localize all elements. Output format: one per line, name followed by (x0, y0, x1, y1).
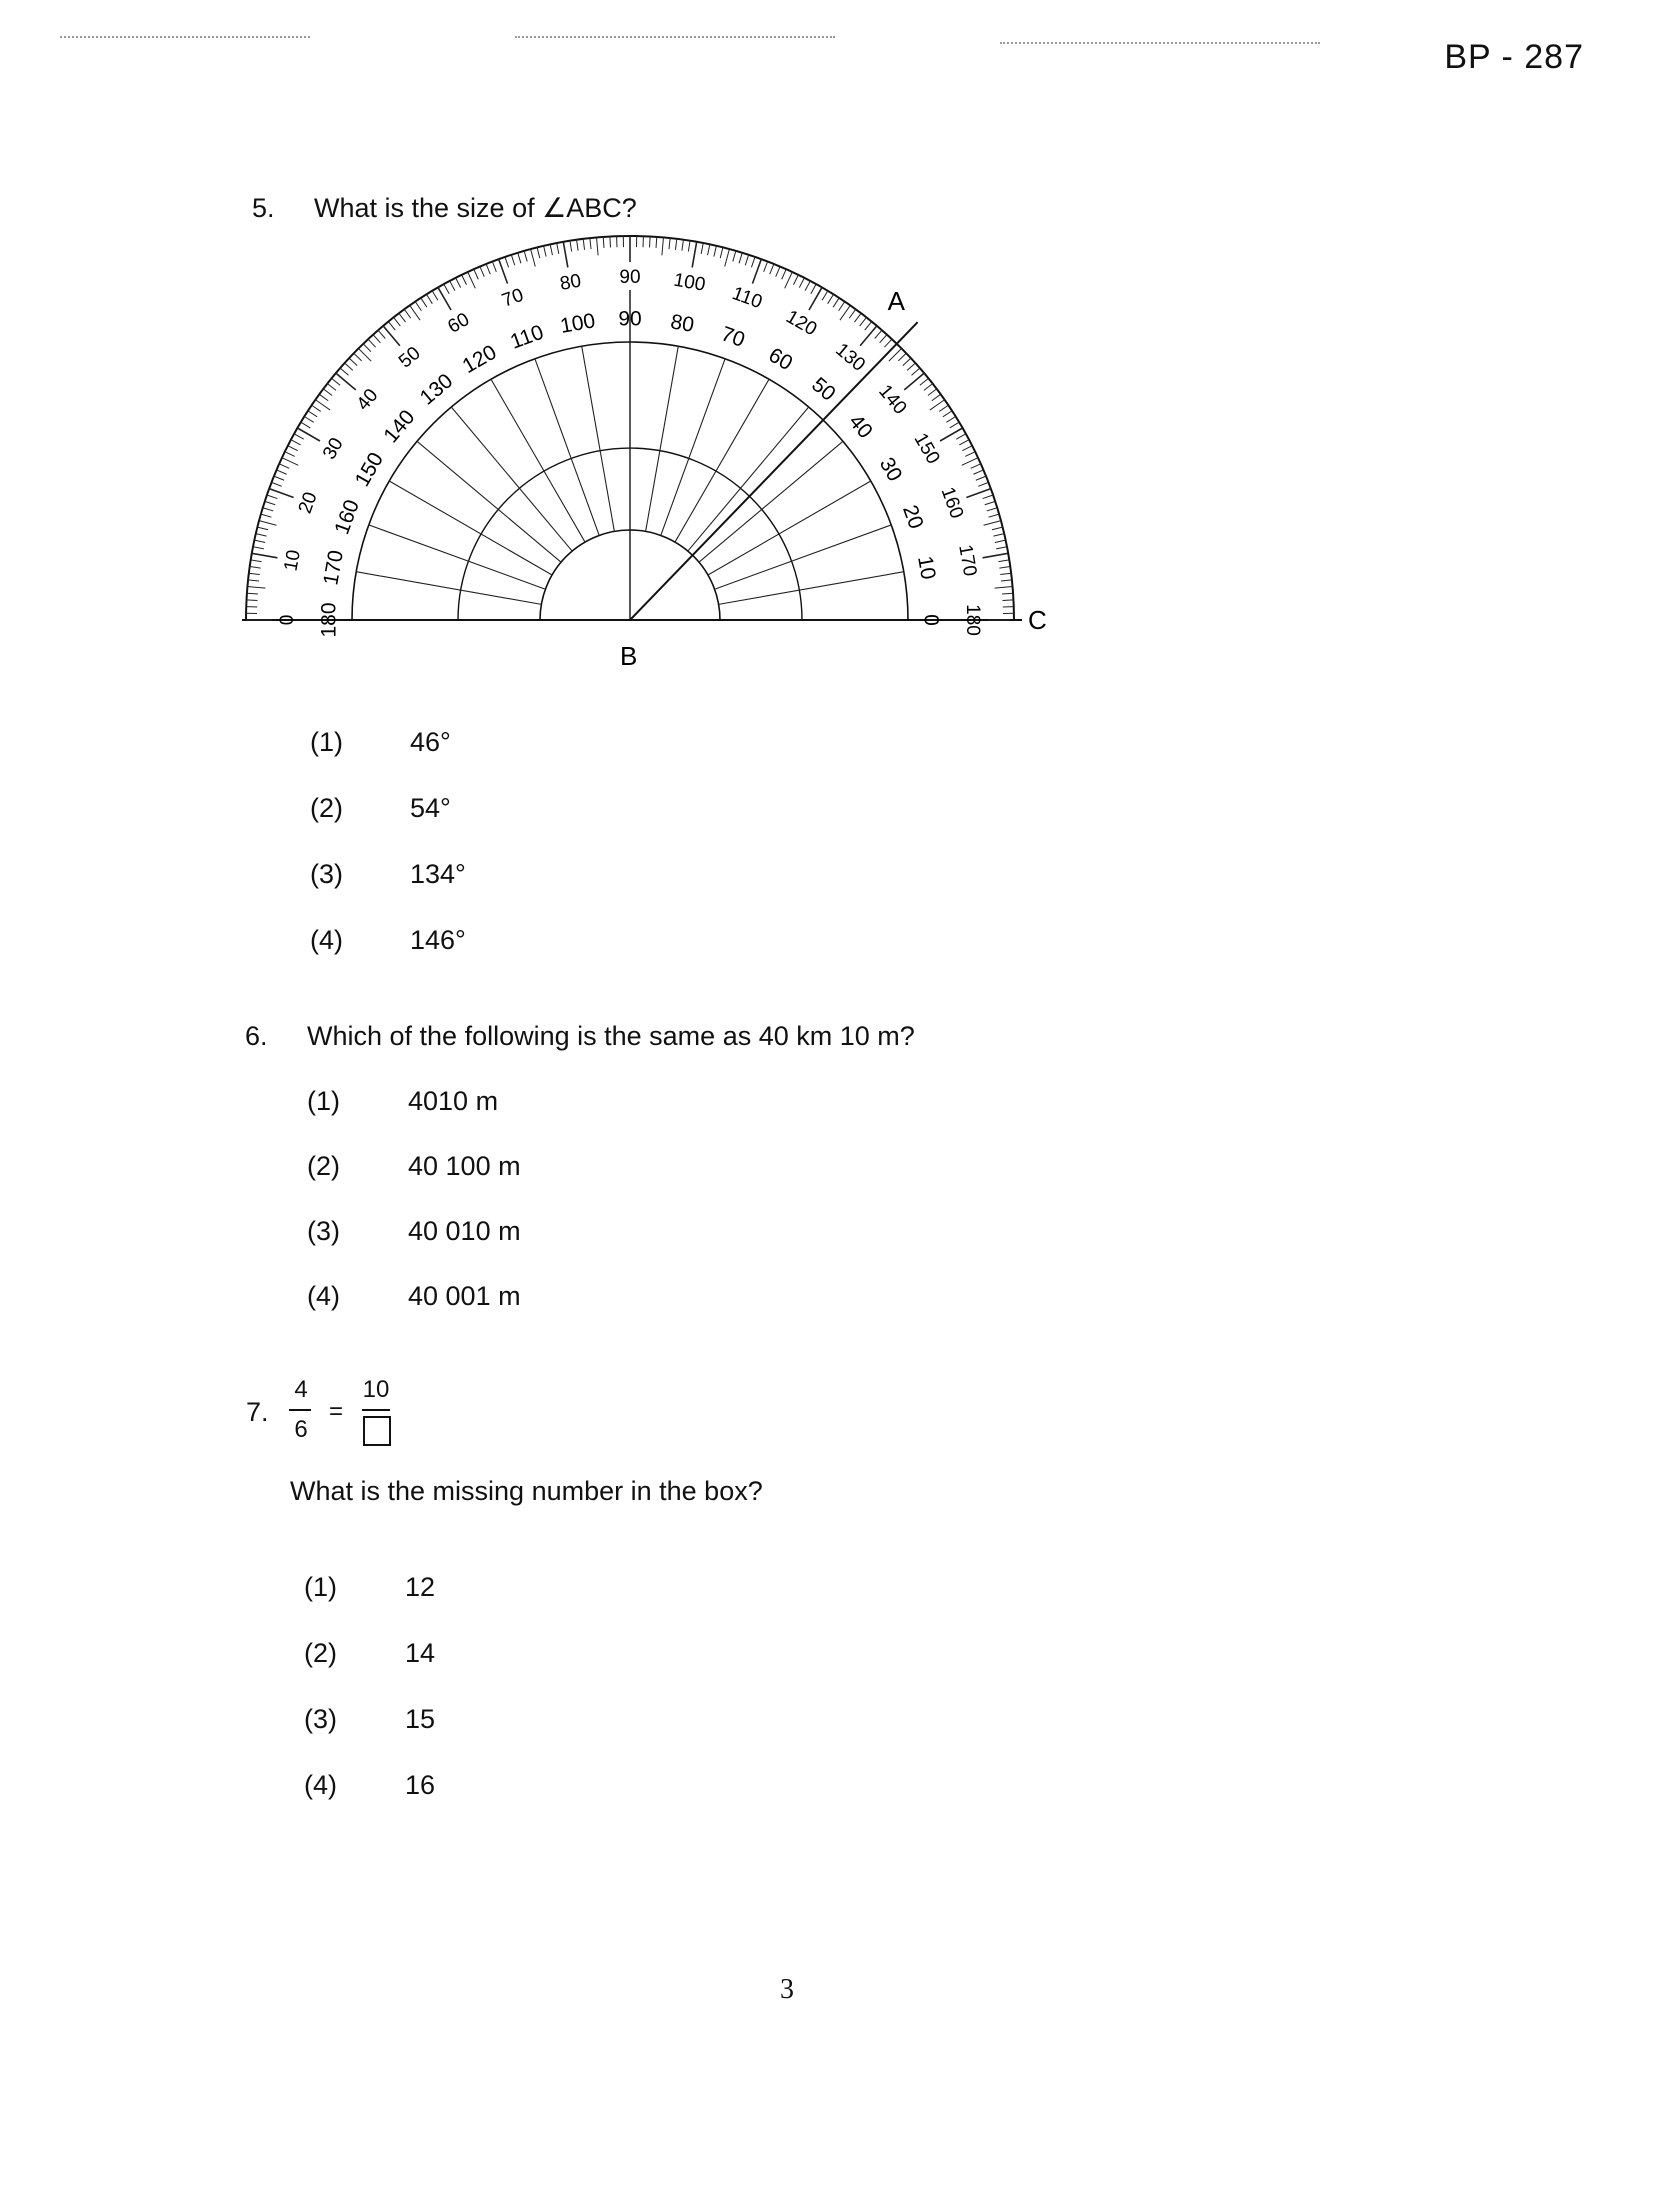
scale-tick (399, 313, 406, 322)
radial-line (708, 481, 871, 575)
scale-tick (950, 422, 959, 428)
scale-tick (249, 573, 260, 574)
scale-tick (675, 239, 676, 250)
inner-scale-label: 90 (618, 307, 642, 331)
scale-tick (349, 358, 357, 366)
scale-tick (563, 242, 568, 268)
outer-scale-label: 70 (499, 284, 527, 312)
missing-number-box[interactable] (363, 1416, 391, 1446)
q7-option-2-label[interactable]: (2) (304, 1638, 337, 1668)
scale-tick (505, 257, 509, 267)
scale-tick (669, 238, 670, 249)
scale-tick (770, 264, 774, 274)
scale-tick (701, 243, 703, 254)
radial-line (417, 441, 561, 562)
scale-tick (247, 587, 265, 589)
inner-scale-label: 120 (458, 340, 501, 379)
scale-tick (308, 411, 317, 417)
radial-line (389, 481, 552, 575)
page-number: 3 (780, 1974, 794, 2005)
scale-tick (708, 244, 710, 255)
q6-option-3-value[interactable]: 40 010 m (408, 1216, 521, 1246)
scale-tick (956, 434, 966, 439)
inner-scale-label: 0 (919, 614, 943, 626)
scale-tick (662, 237, 664, 255)
scale-tick (319, 394, 328, 400)
radial-line (451, 407, 572, 551)
outer-scale-label: 180 (961, 604, 983, 636)
scale-tick (394, 317, 401, 326)
protractor-diagram (230, 267, 1060, 680)
scale-tick (247, 593, 258, 594)
scale-tick (252, 553, 278, 558)
scale-tick (272, 482, 282, 486)
scale-tick (415, 302, 421, 311)
outer-scale-label: 110 (729, 283, 765, 314)
scale-tick (714, 246, 716, 257)
scale-tick (983, 553, 1009, 558)
scale-tick (995, 540, 1006, 542)
scale-tick (518, 253, 521, 264)
scale-tick (904, 373, 924, 390)
inner-scale-label: 150 (350, 448, 389, 491)
right-fraction-bar (362, 1409, 390, 1411)
point-a-label: A (887, 286, 905, 317)
scale-tick (323, 389, 332, 396)
paper-code: BP - 287 (1444, 38, 1584, 76)
scale-tick (962, 458, 978, 466)
scale-tick (256, 534, 267, 536)
inner-scale-label: 110 (507, 320, 547, 354)
q6-option-4-label[interactable]: (4) (307, 1281, 340, 1311)
scale-tick (993, 534, 1004, 536)
scale-tick (327, 384, 336, 391)
scale-tick (368, 339, 376, 347)
scale-tick (1002, 593, 1013, 594)
scale-tick (987, 508, 998, 511)
scale-tick (884, 339, 892, 347)
scale-tick (739, 253, 742, 264)
scale-tick (764, 262, 768, 272)
scale-tick (404, 309, 410, 318)
scale-tick (805, 281, 810, 291)
left-fraction-bar (289, 1409, 311, 1411)
scale-tick (839, 302, 845, 311)
scale-tick (978, 482, 988, 486)
scale-tick (315, 400, 330, 410)
scale-tick (301, 422, 310, 428)
scale-tick (998, 560, 1009, 562)
scale-tick (912, 368, 920, 375)
scale-tick (610, 237, 611, 248)
scale-tick (875, 330, 882, 338)
scale-tick (263, 508, 274, 511)
scale-tick (285, 452, 295, 457)
q7-option-1-label[interactable]: (1) (304, 1572, 337, 1602)
scale-tick (928, 389, 937, 396)
point-b-label: B (620, 641, 638, 671)
scale-tick (776, 267, 780, 277)
scale-tick (880, 335, 887, 343)
scan-top-line-2 (515, 36, 835, 38)
q6-option-2-label[interactable]: (2) (307, 1151, 340, 1181)
q5-option-1-label[interactable]: (1) (310, 727, 343, 757)
question-5-number: 5. (252, 193, 275, 223)
scale-tick (438, 287, 451, 310)
outer-scale-label: 140 (874, 380, 911, 419)
scale-tick (288, 446, 298, 451)
scale-tick (940, 428, 963, 441)
scale-tick (345, 363, 353, 370)
outer-scale-label: 130 (831, 339, 870, 376)
scale-tick (973, 470, 983, 474)
scale-tick (354, 353, 362, 361)
q6-option-3-label[interactable]: (3) (307, 1216, 340, 1246)
scale-tick (809, 287, 822, 310)
scale-tick (378, 330, 385, 338)
scale-tick (656, 237, 657, 248)
scale-tick (966, 489, 990, 498)
scale-tick (269, 489, 293, 498)
left-numerator: 4 (294, 1376, 308, 1403)
outer-scale-label: 50 (395, 342, 425, 373)
scale-tick (932, 394, 941, 400)
inner-scale-label: 30 (874, 453, 907, 486)
fraction-equation (286, 1376, 416, 1456)
scale-tick (939, 405, 948, 411)
q5-option-3-value[interactable]: 134° (410, 859, 466, 889)
scale-tick (828, 294, 834, 303)
scale-tick (312, 405, 321, 411)
scale-tick (920, 378, 929, 385)
radial-line (535, 359, 599, 536)
scale-tick (733, 251, 736, 262)
radial-line (491, 379, 585, 542)
q5-option-4-value[interactable]: 146° (410, 925, 466, 955)
inner-scale-label: 100 (558, 309, 597, 338)
scale-tick (432, 291, 438, 300)
radial-line (699, 441, 843, 562)
q6-option-1-label[interactable]: (1) (307, 1086, 340, 1116)
scale-tick (577, 240, 579, 251)
scale-tick (480, 267, 484, 277)
q7-option-3-value[interactable]: 15 (405, 1704, 436, 1734)
scale-tick (725, 249, 730, 266)
inner-scale-label: 170 (319, 548, 348, 587)
scale-tick (943, 411, 952, 417)
scale-tick (971, 464, 981, 468)
scan-top-line-1 (60, 36, 310, 38)
inner-scale-label: 40 (844, 410, 877, 443)
scale-tick (720, 247, 723, 258)
scale-tick (332, 378, 341, 385)
scale-tick (995, 587, 1013, 589)
scale-tick (1000, 573, 1011, 574)
q5-option-4-label[interactable]: (4) (310, 925, 343, 955)
scale-tick (388, 322, 395, 331)
outer-scale-label: 20 (294, 489, 322, 517)
scale-tick (340, 368, 348, 375)
scale-tick (531, 249, 536, 266)
scale-tick (985, 501, 995, 504)
scale-tick (924, 384, 933, 391)
scale-tick (274, 476, 284, 480)
scale-tick (962, 446, 972, 451)
scan-top-line-3 (1000, 42, 1320, 44)
scale-tick (590, 238, 591, 249)
scale-tick (860, 326, 877, 346)
scale-tick (930, 400, 945, 410)
scale-tick (511, 255, 514, 265)
scale-tick (254, 540, 265, 542)
scale-tick (840, 305, 850, 320)
scale-tick (682, 240, 684, 251)
scale-tick (550, 244, 552, 255)
inner-scale-label: 140 (379, 405, 420, 448)
question-7-text: What is the missing number in the box? (290, 1476, 763, 1506)
radial-line (719, 572, 904, 605)
scale-tick (410, 305, 420, 320)
scale-tick (248, 580, 259, 581)
scale-tick (259, 521, 276, 526)
inner-scale-label: 50 (807, 373, 840, 406)
outer-scale-label: 90 (619, 267, 641, 289)
scale-tick (427, 294, 433, 303)
q7-option-2-value[interactable]: 14 (405, 1638, 436, 1668)
scale-tick (450, 281, 455, 291)
scale-tick (794, 275, 799, 285)
scale-tick (492, 262, 496, 272)
outer-scale-label: 40 (352, 385, 383, 415)
scale-tick (959, 440, 969, 445)
scale-tick (983, 495, 993, 499)
outer-scale-label: 170 (954, 543, 981, 578)
outer-scale-label: 30 (319, 434, 348, 464)
scale-tick (486, 264, 490, 274)
scale-tick (583, 239, 584, 250)
inner-scale-label: 130 (415, 369, 458, 410)
outer-scale-label: 120 (782, 306, 821, 341)
radial-line (646, 346, 679, 531)
outer-scale-label: 0 (277, 614, 299, 626)
scale-tick (903, 358, 911, 366)
scale-tick (304, 417, 313, 423)
radial-line (356, 572, 541, 605)
scale-tick (854, 313, 861, 322)
scale-tick (860, 317, 867, 326)
scale-tick (277, 470, 287, 474)
left-denominator: 6 (294, 1416, 308, 1443)
scale-tick (261, 514, 272, 517)
q5-option-2-value[interactable]: 54° (410, 793, 451, 823)
scale-tick (597, 237, 599, 255)
inner-scale-label: 20 (898, 502, 928, 532)
outer-scale-label: 60 (444, 309, 474, 338)
scale-tick (688, 241, 690, 252)
scale-tick (265, 501, 275, 504)
inner-scale-label: 180 (317, 602, 341, 638)
scale-tick (898, 353, 906, 361)
scale-tick (468, 272, 476, 288)
inner-scale-label: 80 (668, 310, 696, 337)
question-6-text: Which of the following is the same as 40 km 10 m? (307, 1021, 915, 1051)
equals-sign: = (328, 1398, 343, 1425)
scale-tick (976, 476, 986, 480)
q7-option-3-label[interactable]: (3) (304, 1704, 337, 1734)
scale-tick (603, 237, 604, 248)
scale-tick (865, 322, 872, 331)
scale-tick (291, 440, 301, 445)
outer-scale-label: 150 (909, 429, 944, 468)
radial-line (688, 407, 809, 551)
scale-tick (267, 495, 277, 499)
scale-tick (253, 547, 264, 549)
scale-tick (444, 284, 449, 294)
scale-tick (257, 527, 268, 530)
scale-tick (785, 272, 793, 288)
scale-tick (421, 298, 427, 307)
q5-option-3-label[interactable]: (3) (310, 859, 343, 889)
scale-tick (965, 452, 975, 457)
scale-tick (557, 243, 559, 254)
scale-tick (524, 251, 527, 262)
radial-line (675, 379, 769, 542)
scale-tick (745, 255, 748, 265)
question-5-text: What is the size of ∠ABC? (314, 193, 637, 223)
scale-tick (250, 567, 261, 569)
inner-scale-label: 70 (718, 322, 748, 352)
outer-scale-label: 100 (672, 269, 707, 296)
q5-option-2-label[interactable]: (2) (310, 793, 343, 823)
outer-scale-label: 160 (936, 484, 968, 522)
scale-tick (1002, 600, 1013, 601)
scale-tick (279, 464, 289, 468)
right-numerator: 10 (362, 1376, 390, 1403)
scale-tick (247, 600, 258, 601)
q5-option-1-value[interactable]: 46° (410, 727, 451, 757)
scale-tick (570, 241, 572, 252)
inner-scale-label: 60 (764, 343, 797, 376)
q7-option-1-value[interactable]: 12 (405, 1572, 436, 1602)
scale-tick (833, 298, 839, 307)
scale-tick (1001, 580, 1012, 581)
scale-tick (692, 242, 697, 268)
scale-tick (294, 434, 304, 439)
q6-option-1-value[interactable]: 4010 m (408, 1086, 499, 1116)
question-7-number: 7. (246, 1397, 269, 1427)
radial-line (715, 525, 892, 589)
scale-tick (537, 247, 540, 258)
q7-option-4-value[interactable]: 16 (405, 1770, 436, 1800)
scale-tick (383, 326, 400, 346)
scale-tick (984, 521, 1001, 526)
q7-option-4-label[interactable]: (4) (304, 1770, 337, 1800)
scale-tick (799, 278, 804, 288)
scale-tick (282, 458, 298, 466)
scale-tick (456, 278, 461, 288)
scale-tick (474, 269, 478, 279)
radial-line (582, 346, 615, 531)
point-c-label: C (1028, 605, 1047, 635)
scale-tick (462, 275, 467, 285)
scale-tick (996, 547, 1007, 549)
outer-scale-label: 10 (280, 548, 305, 573)
scale-tick (999, 567, 1010, 569)
scale-tick (849, 309, 855, 318)
scale-tick (752, 259, 761, 283)
scale-tick (363, 344, 371, 352)
scale-tick (811, 284, 816, 294)
radial-line (661, 359, 725, 536)
scale-tick (336, 373, 356, 390)
scale-tick (989, 514, 1000, 517)
scale-tick (297, 428, 320, 441)
scale-tick (946, 417, 955, 423)
inner-scale-label: 160 (330, 496, 364, 538)
q6-option-2-value[interactable]: 40 100 m (408, 1151, 521, 1181)
scale-tick (992, 527, 1003, 530)
scale-tick (782, 269, 786, 279)
scale-tick (251, 560, 262, 562)
scale-tick (907, 363, 915, 370)
scale-tick (751, 257, 755, 267)
question-6-number: 6. (245, 1021, 268, 1051)
scale-tick (822, 291, 828, 300)
scale-tick (544, 246, 546, 257)
scale-tick (499, 259, 508, 283)
inner-scale-label: 10 (913, 554, 940, 582)
outer-scale-label: 80 (558, 270, 583, 295)
scale-tick (650, 237, 651, 248)
q6-option-4-value[interactable]: 40 001 m (408, 1281, 521, 1311)
radial-line (369, 525, 546, 589)
scale-tick (373, 335, 380, 343)
